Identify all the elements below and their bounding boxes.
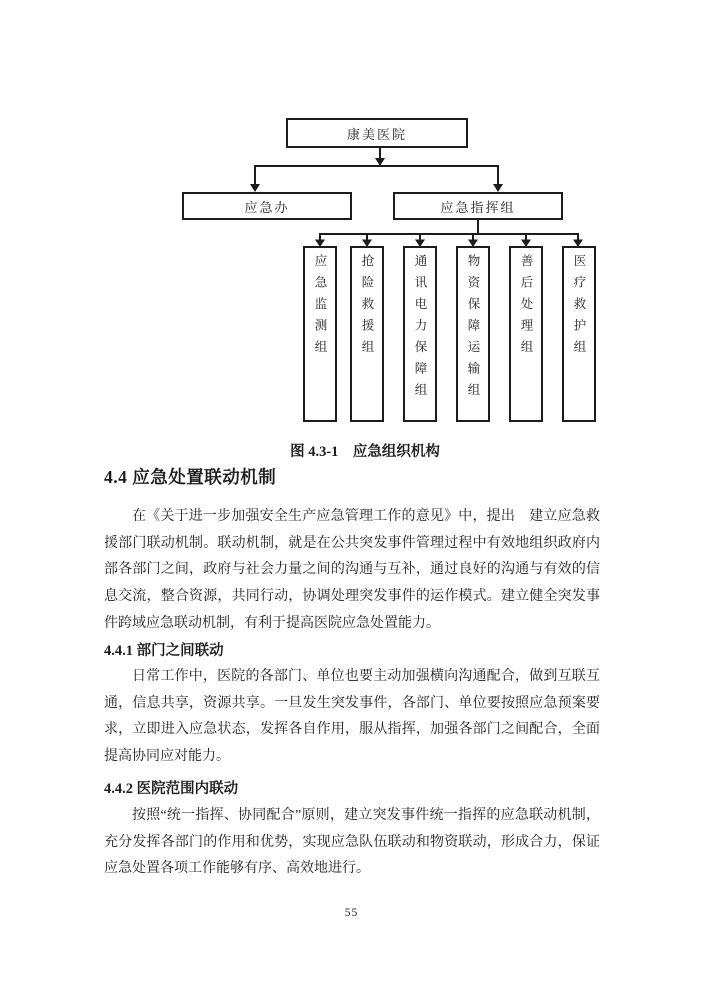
- paragraph-line: 息交流，整合资源，共同行动，协调处理突发事件的运作模式。建立健全突发事: [104, 589, 600, 605]
- org-box-comm-power-group-label: 通讯电力保障组: [413, 254, 427, 405]
- paragraph-line: 充分发挥各部门的作用和优势，实现应急队伍联动和物资联动，形成合力，保证: [104, 834, 600, 850]
- section-heading-4-4-1: 4.4.1 部门之间联动: [104, 643, 224, 659]
- connector-root-to-level2: [250, 148, 503, 192]
- org-box-hospital-label: 康美医院: [346, 126, 407, 142]
- figure-caption: 图 4.3-1 应急组织机构: [290, 444, 440, 460]
- paragraph-4-4-1: [104, 664, 600, 771]
- page-number: 55: [344, 907, 359, 919]
- paragraph-line: 应急处置各项工作能够有序、高效地进行。: [104, 861, 370, 877]
- paragraph-line: 求，立即进入应急状态，发挥各自作用，服从指挥，加强各部门之间配合，全面: [104, 722, 600, 738]
- org-box-emergency-office: [182, 192, 352, 220]
- paragraph-line: 部各部门之间，政府与社会力量之间的沟通与互补，通过良好的沟通与有效的信: [104, 562, 600, 578]
- section-heading-4-4-2: 4.4.2 医院范围内联动: [104, 781, 239, 797]
- org-box-monitoring-group: [303, 246, 337, 422]
- paragraph-line: 在《关于进一步加强安全生产应急管理工作的意见》中，提出 建立应急救: [132, 509, 600, 524]
- paragraph-line: 援部门联动机制。联动机制，就是在公共突发事件管理过程中有效地组织政府内: [104, 535, 600, 551]
- org-box-comm-power-group: [403, 246, 437, 422]
- org-box-monitoring-group-label: 应急监测组: [313, 254, 327, 362]
- paragraph-4-4-2: [104, 803, 600, 883]
- paragraph-4-4: [104, 504, 600, 637]
- org-box-command-group-label: 应急指挥组: [440, 199, 516, 215]
- org-box-emergency-office-label: 应急办: [244, 199, 290, 215]
- org-box-supplies-transport-group-label: 物资保障运输组: [466, 254, 480, 405]
- org-box-rescue-group-label: 抢险救援组: [360, 254, 374, 362]
- paragraph-line: 提高协同应对能力。: [104, 749, 230, 765]
- paragraph-line: 通，信息共享，资源共享。一旦发生突发事件，各部门、单位要按照应急预案要: [104, 695, 600, 711]
- paragraph-line: 按照“统一指挥、协同配合”原则，建立突发事件统一指挥的应急联动机制，: [132, 808, 600, 823]
- org-box-medical-aid-group-label: 医疗救护组: [572, 254, 586, 362]
- paragraph-line: 日常工作中，医院的各部门、单位也要主动加强横向沟通配合，做到互联互: [132, 669, 600, 684]
- org-box-rescue-group: [350, 246, 384, 422]
- org-box-hospital: [286, 118, 468, 148]
- paragraph-line: 件跨域应急联动机制，有利于提高医院应急处置能力。: [104, 615, 440, 631]
- org-box-aftermath-group: [509, 246, 543, 422]
- org-box-command-group: [393, 192, 563, 220]
- org-box-medical-aid-group: [562, 246, 596, 422]
- org-box-aftermath-group-label: 善后处理组: [519, 254, 533, 362]
- org-box-supplies-transport-group: [456, 246, 490, 422]
- section-heading-4-4: 4.4 应急处置联动机制: [104, 467, 277, 487]
- connector-command-to-groups: [315, 220, 583, 247]
